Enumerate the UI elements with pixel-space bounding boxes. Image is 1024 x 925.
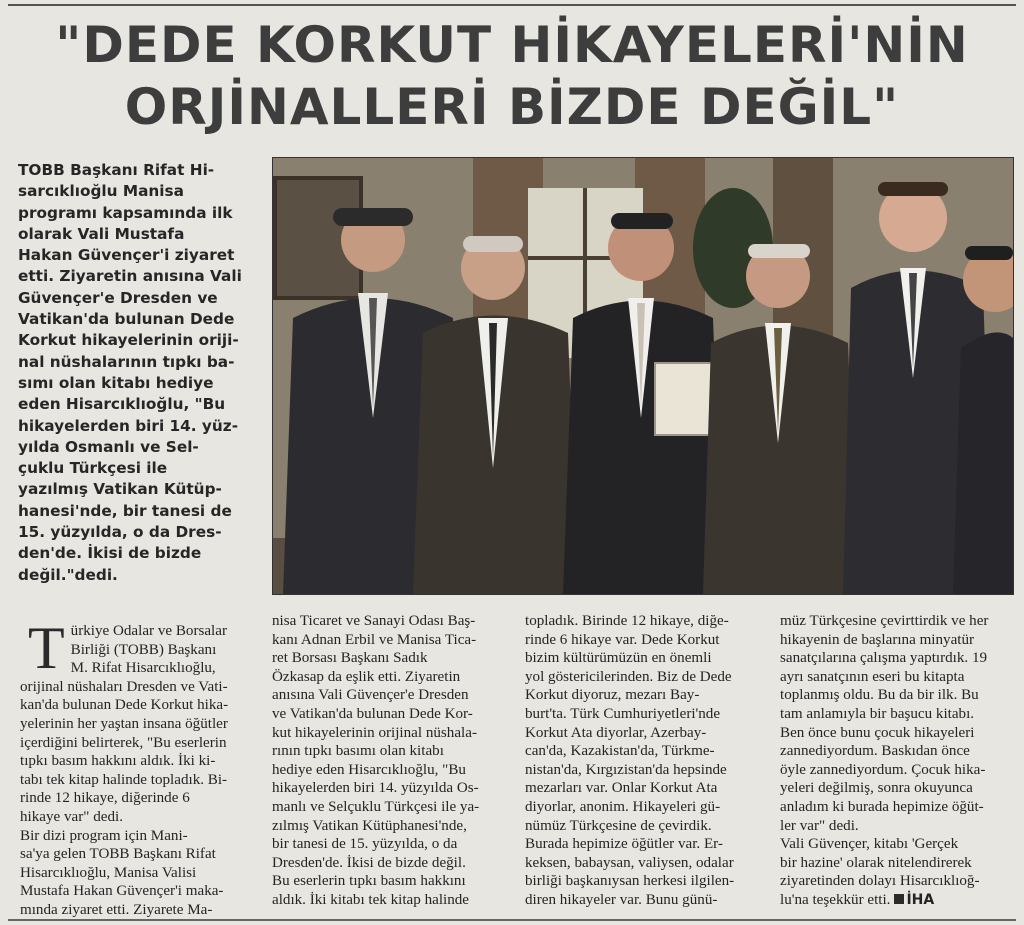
body-column-1 [20, 615, 260, 920]
drop-cap: T [28, 615, 65, 681]
top-rule [8, 4, 1016, 6]
news-photo [272, 157, 1014, 595]
body-column-4-text: müz Türkçesine çevirttirdik ve her hikayenin de başlarına minyatür sanatçılarına çalışma yaptırdık. 19 ayrı sanatçının eseri bu kitapta toplanmış oldu. Bu da bir ilk. Bu tam anlamıyla bir başucu kitabı. Ben önce bunu çocuk hikayeleri zannediyordum. Baskıdan önce öyle zannediyordum. Çocuk hika- yeleri değilmiş, sonra okuyunca anladım ki burada hepimize öğüt- ler var" dedi. Vali Güvençer, kitabı 'Gerçek bir hazine' olarak nitelendirerek ziyaretinden dolayı Hisarcıklıoğ- lu'na teşekkür etti. [780, 613, 989, 908]
body-column-1-text: ürkiye Odalar ve Borsalar Birliği (TOBB) Başkanı M. Rifat Hisarcıklıoğlu, orijinal nüshaları Dresden ve Vati- kan'da bulunan Dede Korkut hika- yelerinin her yaştan insana öğütler içerdiğini belirterek, "Bu eserlerin tıpkı basım hakkını aldık. İki ki- tabı tek kitap halinde topladık. Bi- rinde 12 hikaye, diğerinde 6 hikaye var" dedi. Bir dizi program için Mani- sa'ya gelen TOBB Başkanı Rifat Hisarcıklıoğlu, Manisa Valisi Mustafa Hakan Güvençer'i maka- mında ziyaret etti. Ziyarete Ma- [20, 623, 229, 918]
headline-line-2: ORJİNALLERİ BİZDE DEĞİL" [124, 78, 900, 136]
headline [0, 14, 1024, 138]
lead-paragraph: TOBB Başkanı Rifat Hi- sarcıklıoğlu Manisa programı kapsamında ilk olarak Vali Mustafa Hakan Güvençer'i ziyaret etti. Ziyaretin anısına Vali Güvençer'e Dresden ve Vatikan'da bulunan Dede Korkut hikayelerinin oriji- nal nüshalarının tıpkı ba- sımı olan kitabı hediye eden Hisarcıklıoğlu, "Bu hikayelerden biri 14. yüz- yılda Osmanlı ve Sel- çuklu Türkçesi ile yazılmış Vatikan Kütüp- hanesi'nde, bir tanesi de 15. yüzyılda, o da Dres- den'de. İkisi de bizde değil."dedi. [18, 161, 242, 584]
headline-line-1: "DEDE KORKUT HİKAYELERİ'NİN [55, 16, 969, 74]
body-column-3: topladık. Birinde 12 hikaye, diğe- rinde 6 hikaye var. Dede Korkut bizim kültürümüzün en önemli yol göstericilerinden. Biz de Dede Korkut diyoruz, mezarı Bay- burt'ta. Türk Cumhuriyetleri'nde Korkut Ata diyorlar, Azerbay- can'da, Kazakistan'da, Türkme- nistan'da, Kırgızistan'da hepsinde mezarları var. Onlar Korkut Ata diyorlar, anonim. Hikayeleri gü- nümüz Türkçesine de çevirdik. Burada hepimize öğütler var. Er- keksen, babaysan, valiysen, odalar birliği başkanıysan herkesi ilgilen- diren hikayeler var. Bunu günü- [525, 613, 735, 908]
bottom-rule [8, 919, 1016, 921]
body-column-4 [780, 612, 1018, 910]
body-column-2: nisa Ticaret ve Sanayi Odası Baş- kanı Adnan Erbil ve Manisa Tica- ret Borsası Başkanı Sadık Özkasap da eşlik etti. Ziyaretin anısına Vali Güvençer'e Dresden ve Vatikan'da bulunan Dede Kor- kut hikayelerinin orijinal nüshala- rının tıpkı basımı olan kitabı hediye eden Hisarcıklıoğlu, "Bu hikayelerden biri 14. yüzyılda Os- manlı ve Selçuklu Türkçesi ile ya- zılmış Vatikan Kütüphanesi'nde, bir tanesi de 15. yüzyılda, o da Dresden'de. İkisi de bizde değil. Bu eserlerin tıpkı basım hakkını aldık. İki kitabı tek kitap halinde [272, 613, 480, 908]
agency-credit: İHA [906, 891, 935, 908]
end-mark-icon [894, 894, 904, 904]
